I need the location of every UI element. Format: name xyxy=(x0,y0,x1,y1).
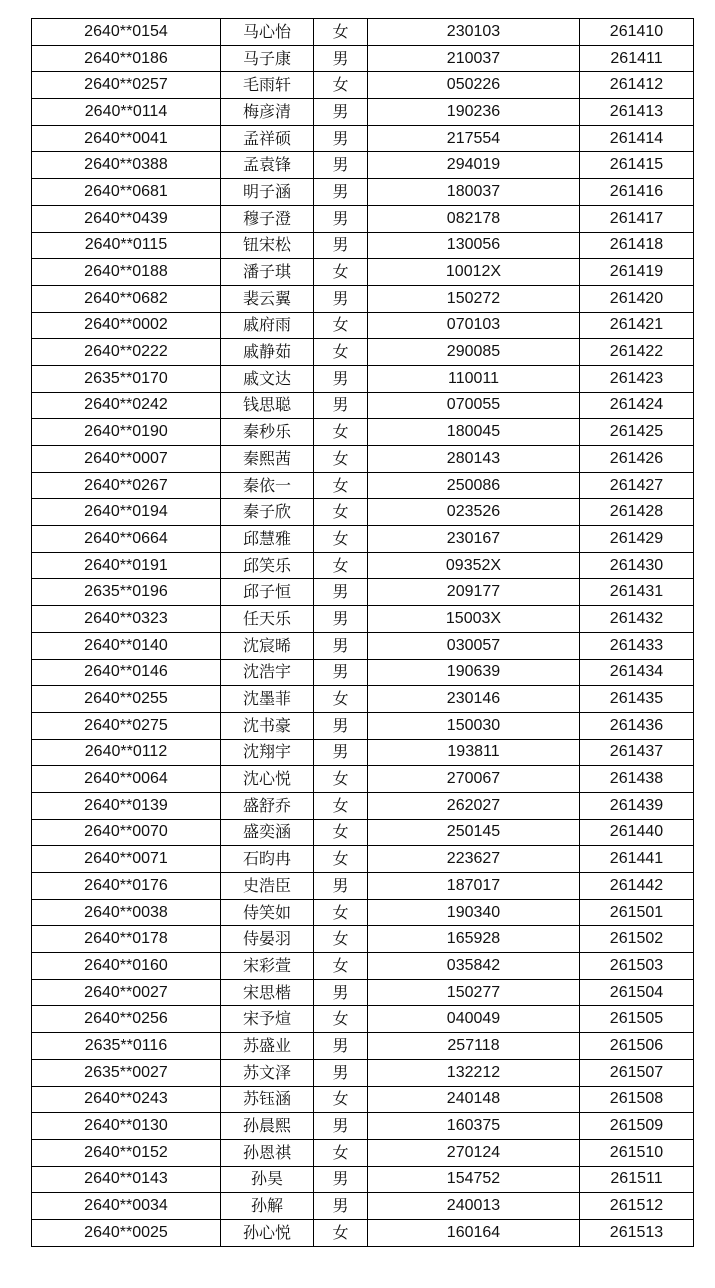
gender-cell: 男 xyxy=(314,365,368,392)
seat-number-cell: 261435 xyxy=(580,686,694,713)
gender-cell: 女 xyxy=(314,819,368,846)
exam-number-cell: 2640**0323 xyxy=(32,606,221,633)
exam-number-cell: 2640**0188 xyxy=(32,259,221,286)
exam-number-cell: 2640**0222 xyxy=(32,339,221,366)
table-row xyxy=(32,179,694,206)
exam-number-cell: 2640**0194 xyxy=(32,499,221,526)
id-suffix-cell: 030057 xyxy=(368,632,580,659)
gender-cell: 女 xyxy=(314,1086,368,1113)
table-row xyxy=(32,1139,694,1166)
table-row xyxy=(32,99,694,126)
id-suffix-cell: 270124 xyxy=(368,1139,580,1166)
seat-number-cell: 261428 xyxy=(580,499,694,526)
gender-cell: 男 xyxy=(314,1193,368,1220)
student-name-cell: 宋思楷 xyxy=(221,979,314,1006)
gender-cell: 女 xyxy=(314,446,368,473)
id-suffix-cell: 150272 xyxy=(368,285,580,312)
seat-number-cell: 261508 xyxy=(580,1086,694,1113)
exam-number-cell: 2640**0115 xyxy=(32,232,221,259)
student-name-cell: 任天乐 xyxy=(221,606,314,633)
table-row xyxy=(32,125,694,152)
gender-cell: 女 xyxy=(314,312,368,339)
seat-number-cell: 261427 xyxy=(580,472,694,499)
table-row xyxy=(32,552,694,579)
table-row xyxy=(32,686,694,713)
student-name-cell: 裴云翼 xyxy=(221,285,314,312)
table-row xyxy=(32,1059,694,1086)
seat-number-cell: 261510 xyxy=(580,1139,694,1166)
gender-cell: 女 xyxy=(314,259,368,286)
gender-cell: 女 xyxy=(314,766,368,793)
student-name-cell: 盛奕涵 xyxy=(221,819,314,846)
exam-number-cell: 2640**0186 xyxy=(32,45,221,72)
table-row xyxy=(32,19,694,46)
gender-cell: 女 xyxy=(314,846,368,873)
student-name-cell: 秦秒乐 xyxy=(221,419,314,446)
student-name-cell: 沈书豪 xyxy=(221,712,314,739)
seat-number-cell: 261439 xyxy=(580,792,694,819)
gender-cell: 男 xyxy=(314,179,368,206)
table-row xyxy=(32,152,694,179)
seat-number-cell: 261509 xyxy=(580,1113,694,1140)
id-suffix-cell: 230146 xyxy=(368,686,580,713)
id-suffix-cell: 190236 xyxy=(368,99,580,126)
exam-number-cell: 2640**0154 xyxy=(32,19,221,46)
id-suffix-cell: 210037 xyxy=(368,45,580,72)
table-row xyxy=(32,632,694,659)
table-row xyxy=(32,419,694,446)
exam-number-cell: 2640**0112 xyxy=(32,739,221,766)
student-name-cell: 侍晏羽 xyxy=(221,926,314,953)
gender-cell: 男 xyxy=(314,632,368,659)
seat-number-cell: 261440 xyxy=(580,819,694,846)
student-name-cell: 苏钰涵 xyxy=(221,1086,314,1113)
seat-number-cell: 261504 xyxy=(580,979,694,1006)
table-row xyxy=(32,285,694,312)
id-suffix-cell: 209177 xyxy=(368,579,580,606)
id-suffix-cell: 15003X xyxy=(368,606,580,633)
seat-number-cell: 261503 xyxy=(580,953,694,980)
seat-number-cell: 261418 xyxy=(580,232,694,259)
exam-number-cell: 2640**0152 xyxy=(32,1139,221,1166)
table-row xyxy=(32,926,694,953)
table-row xyxy=(32,45,694,72)
table-row xyxy=(32,259,694,286)
id-suffix-cell: 09352X xyxy=(368,552,580,579)
exam-number-cell: 2640**0275 xyxy=(32,712,221,739)
seat-number-cell: 261429 xyxy=(580,526,694,553)
exam-number-cell: 2640**0034 xyxy=(32,1193,221,1220)
student-name-cell: 钮宋松 xyxy=(221,232,314,259)
exam-number-cell: 2640**0257 xyxy=(32,72,221,99)
student-name-cell: 孙晨熙 xyxy=(221,1113,314,1140)
gender-cell: 女 xyxy=(314,499,368,526)
exam-number-cell: 2640**0242 xyxy=(32,392,221,419)
student-name-cell: 沈翔宇 xyxy=(221,739,314,766)
id-suffix-cell: 187017 xyxy=(368,873,580,900)
id-suffix-cell: 10012X xyxy=(368,259,580,286)
id-suffix-cell: 023526 xyxy=(368,499,580,526)
gender-cell: 女 xyxy=(314,19,368,46)
table-row xyxy=(32,1006,694,1033)
student-name-cell: 孙恩祺 xyxy=(221,1139,314,1166)
seat-number-cell: 261423 xyxy=(580,365,694,392)
id-suffix-cell: 280143 xyxy=(368,446,580,473)
seat-number-cell: 261416 xyxy=(580,179,694,206)
gender-cell: 男 xyxy=(314,606,368,633)
seat-number-cell: 261419 xyxy=(580,259,694,286)
id-suffix-cell: 180037 xyxy=(368,179,580,206)
student-name-cell: 孟祥硕 xyxy=(221,125,314,152)
table-row xyxy=(32,1113,694,1140)
student-name-cell: 沈浩宇 xyxy=(221,659,314,686)
gender-cell: 女 xyxy=(314,526,368,553)
seat-number-cell: 261432 xyxy=(580,606,694,633)
gender-cell: 男 xyxy=(314,152,368,179)
gender-cell: 女 xyxy=(314,339,368,366)
id-suffix-cell: 223627 xyxy=(368,846,580,873)
gender-cell: 女 xyxy=(314,72,368,99)
table-row xyxy=(32,1033,694,1060)
table-row xyxy=(32,579,694,606)
student-name-cell: 苏盛业 xyxy=(221,1033,314,1060)
seat-number-cell: 261421 xyxy=(580,312,694,339)
gender-cell: 女 xyxy=(314,926,368,953)
table-row xyxy=(32,712,694,739)
student-name-cell: 石昀冉 xyxy=(221,846,314,873)
exam-number-cell: 2640**0178 xyxy=(32,926,221,953)
gender-cell: 女 xyxy=(314,792,368,819)
id-suffix-cell: 270067 xyxy=(368,766,580,793)
exam-number-cell: 2640**0027 xyxy=(32,979,221,1006)
seat-number-cell: 261412 xyxy=(580,72,694,99)
student-name-cell: 潘子琪 xyxy=(221,259,314,286)
exam-number-cell: 2635**0196 xyxy=(32,579,221,606)
table-row xyxy=(32,1086,694,1113)
student-name-cell: 邱慧雅 xyxy=(221,526,314,553)
table-row xyxy=(32,446,694,473)
seat-number-cell: 261434 xyxy=(580,659,694,686)
gender-cell: 男 xyxy=(314,392,368,419)
seat-number-cell: 261505 xyxy=(580,1006,694,1033)
table-row xyxy=(32,766,694,793)
exam-number-cell: 2635**0116 xyxy=(32,1033,221,1060)
gender-cell: 女 xyxy=(314,1006,368,1033)
gender-cell: 男 xyxy=(314,99,368,126)
student-name-cell: 梅彦清 xyxy=(221,99,314,126)
student-name-cell: 宋予煊 xyxy=(221,1006,314,1033)
id-suffix-cell: 250086 xyxy=(368,472,580,499)
table-row xyxy=(32,819,694,846)
seat-number-cell: 261420 xyxy=(580,285,694,312)
student-name-cell: 侍笑如 xyxy=(221,899,314,926)
id-suffix-cell: 150277 xyxy=(368,979,580,1006)
seat-number-cell: 261502 xyxy=(580,926,694,953)
seat-number-cell: 261438 xyxy=(580,766,694,793)
gender-cell: 男 xyxy=(314,1113,368,1140)
id-suffix-cell: 160375 xyxy=(368,1113,580,1140)
seat-number-cell: 261430 xyxy=(580,552,694,579)
gender-cell: 女 xyxy=(314,1219,368,1246)
table-row xyxy=(32,232,694,259)
id-suffix-cell: 290085 xyxy=(368,339,580,366)
student-name-cell: 孟袁锋 xyxy=(221,152,314,179)
exam-number-cell: 2640**0191 xyxy=(32,552,221,579)
student-name-cell: 钱思聪 xyxy=(221,392,314,419)
seat-number-cell: 261442 xyxy=(580,873,694,900)
gender-cell: 男 xyxy=(314,45,368,72)
gender-cell: 女 xyxy=(314,686,368,713)
exam-number-cell: 2640**0064 xyxy=(32,766,221,793)
id-suffix-cell: 250145 xyxy=(368,819,580,846)
exam-number-cell: 2640**0130 xyxy=(32,1113,221,1140)
id-suffix-cell: 165928 xyxy=(368,926,580,953)
id-suffix-cell: 130056 xyxy=(368,232,580,259)
student-name-cell: 邱笑乐 xyxy=(221,552,314,579)
table-row xyxy=(32,526,694,553)
exam-number-cell: 2640**0070 xyxy=(32,819,221,846)
id-suffix-cell: 230103 xyxy=(368,19,580,46)
seat-number-cell: 261411 xyxy=(580,45,694,72)
student-name-cell: 毛雨轩 xyxy=(221,72,314,99)
table-row xyxy=(32,365,694,392)
table-row xyxy=(32,846,694,873)
exam-number-cell: 2635**0027 xyxy=(32,1059,221,1086)
id-suffix-cell: 150030 xyxy=(368,712,580,739)
seat-number-cell: 261424 xyxy=(580,392,694,419)
table-row xyxy=(32,792,694,819)
id-suffix-cell: 230167 xyxy=(368,526,580,553)
gender-cell: 男 xyxy=(314,739,368,766)
table-row xyxy=(32,659,694,686)
exam-number-cell: 2640**0267 xyxy=(32,472,221,499)
gender-cell: 男 xyxy=(314,873,368,900)
student-name-cell: 戚府雨 xyxy=(221,312,314,339)
exam-number-cell: 2640**0146 xyxy=(32,659,221,686)
student-name-cell: 宋彩萱 xyxy=(221,953,314,980)
id-suffix-cell: 240013 xyxy=(368,1193,580,1220)
student-name-cell: 戚静茹 xyxy=(221,339,314,366)
student-name-cell: 史浩臣 xyxy=(221,873,314,900)
student-name-cell: 沈宸晞 xyxy=(221,632,314,659)
student-name-cell: 马子康 xyxy=(221,45,314,72)
table-row xyxy=(32,1193,694,1220)
gender-cell: 男 xyxy=(314,232,368,259)
gender-cell: 男 xyxy=(314,125,368,152)
exam-number-cell: 2640**0160 xyxy=(32,953,221,980)
gender-cell: 男 xyxy=(314,1033,368,1060)
exam-number-cell: 2640**0114 xyxy=(32,99,221,126)
student-name-cell: 秦依一 xyxy=(221,472,314,499)
id-suffix-cell: 132212 xyxy=(368,1059,580,1086)
seat-number-cell: 261437 xyxy=(580,739,694,766)
seat-number-cell: 261422 xyxy=(580,339,694,366)
id-suffix-cell: 070055 xyxy=(368,392,580,419)
exam-number-cell: 2640**0190 xyxy=(32,419,221,446)
exam-number-cell: 2640**0038 xyxy=(32,899,221,926)
gender-cell: 女 xyxy=(314,472,368,499)
table-row xyxy=(32,899,694,926)
exam-number-cell: 2640**0243 xyxy=(32,1086,221,1113)
seat-number-cell: 261413 xyxy=(580,99,694,126)
student-name-cell: 沈心悦 xyxy=(221,766,314,793)
seat-number-cell: 261433 xyxy=(580,632,694,659)
id-suffix-cell: 050226 xyxy=(368,72,580,99)
id-suffix-cell: 190340 xyxy=(368,899,580,926)
id-suffix-cell: 082178 xyxy=(368,205,580,232)
id-suffix-cell: 190639 xyxy=(368,659,580,686)
id-suffix-cell: 160164 xyxy=(368,1219,580,1246)
seat-number-cell: 261512 xyxy=(580,1193,694,1220)
table-row xyxy=(32,1166,694,1193)
gender-cell: 女 xyxy=(314,552,368,579)
seat-number-cell: 261415 xyxy=(580,152,694,179)
table-row xyxy=(32,472,694,499)
gender-cell: 女 xyxy=(314,953,368,980)
seat-number-cell: 261441 xyxy=(580,846,694,873)
table-row xyxy=(32,739,694,766)
gender-cell: 男 xyxy=(314,285,368,312)
exam-number-cell: 2640**0140 xyxy=(32,632,221,659)
student-roster-table xyxy=(31,18,694,1247)
exam-number-cell: 2640**0681 xyxy=(32,179,221,206)
student-name-cell: 孙心悦 xyxy=(221,1219,314,1246)
gender-cell: 男 xyxy=(314,659,368,686)
table-row xyxy=(32,392,694,419)
student-name-cell: 穆子澄 xyxy=(221,205,314,232)
seat-number-cell: 261507 xyxy=(580,1059,694,1086)
exam-number-cell: 2640**0139 xyxy=(32,792,221,819)
id-suffix-cell: 217554 xyxy=(368,125,580,152)
student-name-cell: 孙解 xyxy=(221,1193,314,1220)
gender-cell: 男 xyxy=(314,579,368,606)
student-name-cell: 秦熙茜 xyxy=(221,446,314,473)
gender-cell: 男 xyxy=(314,205,368,232)
table-row xyxy=(32,606,694,633)
id-suffix-cell: 262027 xyxy=(368,792,580,819)
id-suffix-cell: 154752 xyxy=(368,1166,580,1193)
exam-number-cell: 2640**0007 xyxy=(32,446,221,473)
table-row xyxy=(32,205,694,232)
exam-number-cell: 2640**0388 xyxy=(32,152,221,179)
seat-number-cell: 261506 xyxy=(580,1033,694,1060)
student-name-cell: 明子涵 xyxy=(221,179,314,206)
student-name-cell: 秦子欣 xyxy=(221,499,314,526)
student-name-cell: 孙昊 xyxy=(221,1166,314,1193)
seat-number-cell: 261513 xyxy=(580,1219,694,1246)
exam-number-cell: 2640**0682 xyxy=(32,285,221,312)
id-suffix-cell: 040049 xyxy=(368,1006,580,1033)
roster-body xyxy=(32,19,694,1247)
seat-number-cell: 261501 xyxy=(580,899,694,926)
seat-number-cell: 261414 xyxy=(580,125,694,152)
gender-cell: 女 xyxy=(314,899,368,926)
seat-number-cell: 261417 xyxy=(580,205,694,232)
id-suffix-cell: 193811 xyxy=(368,739,580,766)
exam-number-cell: 2640**0176 xyxy=(32,873,221,900)
gender-cell: 女 xyxy=(314,419,368,446)
id-suffix-cell: 257118 xyxy=(368,1033,580,1060)
id-suffix-cell: 070103 xyxy=(368,312,580,339)
exam-number-cell: 2640**0255 xyxy=(32,686,221,713)
seat-number-cell: 261410 xyxy=(580,19,694,46)
exam-number-cell: 2640**0041 xyxy=(32,125,221,152)
exam-number-cell: 2640**0256 xyxy=(32,1006,221,1033)
table-row xyxy=(32,1219,694,1246)
student-name-cell: 邱子恒 xyxy=(221,579,314,606)
exam-number-cell: 2640**0439 xyxy=(32,205,221,232)
exam-number-cell: 2640**0002 xyxy=(32,312,221,339)
gender-cell: 男 xyxy=(314,979,368,1006)
table-row xyxy=(32,979,694,1006)
id-suffix-cell: 294019 xyxy=(368,152,580,179)
exam-number-cell: 2640**0071 xyxy=(32,846,221,873)
seat-number-cell: 261425 xyxy=(580,419,694,446)
student-name-cell: 戚文达 xyxy=(221,365,314,392)
seat-number-cell: 261436 xyxy=(580,712,694,739)
gender-cell: 男 xyxy=(314,712,368,739)
table-row xyxy=(32,312,694,339)
exam-number-cell: 2635**0170 xyxy=(32,365,221,392)
table-row xyxy=(32,499,694,526)
seat-number-cell: 261426 xyxy=(580,446,694,473)
table-row xyxy=(32,953,694,980)
student-name-cell: 马心怡 xyxy=(221,19,314,46)
student-name-cell: 苏文泽 xyxy=(221,1059,314,1086)
seat-number-cell: 261511 xyxy=(580,1166,694,1193)
gender-cell: 男 xyxy=(314,1166,368,1193)
table-row xyxy=(32,873,694,900)
student-name-cell: 盛舒乔 xyxy=(221,792,314,819)
exam-number-cell: 2640**0143 xyxy=(32,1166,221,1193)
id-suffix-cell: 180045 xyxy=(368,419,580,446)
id-suffix-cell: 240148 xyxy=(368,1086,580,1113)
seat-number-cell: 261431 xyxy=(580,579,694,606)
table-row xyxy=(32,339,694,366)
gender-cell: 男 xyxy=(314,1059,368,1086)
exam-number-cell: 2640**0664 xyxy=(32,526,221,553)
id-suffix-cell: 110011 xyxy=(368,365,580,392)
id-suffix-cell: 035842 xyxy=(368,953,580,980)
gender-cell: 女 xyxy=(314,1139,368,1166)
student-name-cell: 沈墨菲 xyxy=(221,686,314,713)
table-row xyxy=(32,72,694,99)
exam-number-cell: 2640**0025 xyxy=(32,1219,221,1246)
